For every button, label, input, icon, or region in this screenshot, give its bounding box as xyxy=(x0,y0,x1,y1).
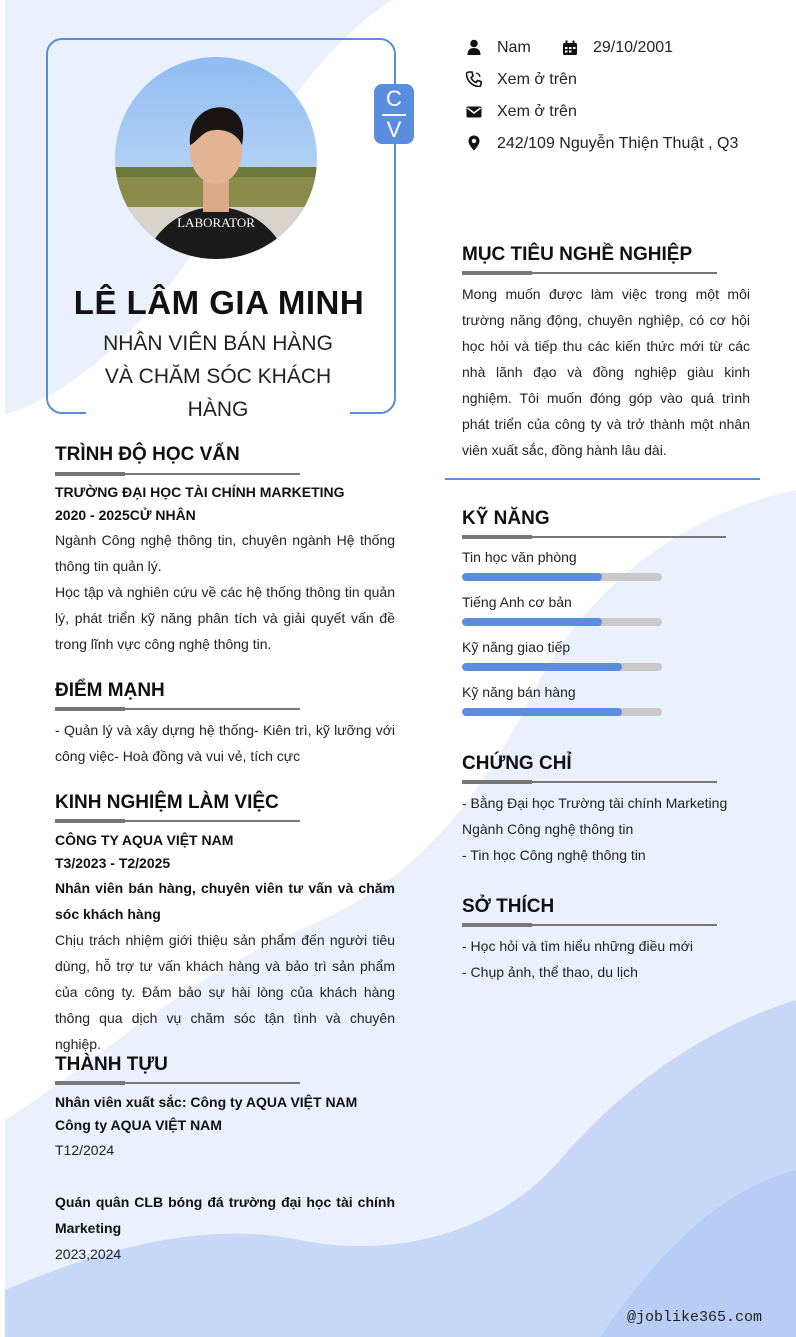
strengths-heading: ĐIỂM MẠNH xyxy=(55,680,165,701)
gender-text: Nam xyxy=(497,39,531,56)
hobby-line: - Chụp ảnh, thể thao, du lịch xyxy=(462,964,638,980)
education-heading: TRÌNH ĐỘ HỌC VẤN xyxy=(55,444,240,465)
skill-bar-fill xyxy=(462,573,602,581)
certificate-line: - Tin học Công nghệ thông tin xyxy=(462,847,646,863)
skill-label: Kỹ năng bán hàng xyxy=(462,684,576,700)
profile-photo xyxy=(115,57,317,259)
skill-label: Tin học văn phòng xyxy=(462,549,577,565)
achievement-title: Nhân viên xuất sắc: Công ty AQUA VIỆT NAM xyxy=(55,1094,358,1110)
objective-text: Mong muốn được làm việc trong một môi trường năng động, chuyên nghiệp, có cơ hội học hỏi và tiếp thu các kiến thức mới từ các nhà lãnh đạo và đồng nghiệp giàu kinh nghiệm. Tôi muốn đóng góp vào quá trình phát triển của công ty và trở thành một nhân viên xuất sắc, đồng hành lâu dài. xyxy=(462,286,750,458)
experience-period: T3/2023 - T2/2025 xyxy=(55,855,171,871)
skill-label: Tiếng Anh cơ bản xyxy=(462,594,572,610)
achievement-title: Quán quân CLB bóng đá trường đại học tài chính Marketing xyxy=(55,1194,395,1236)
cv-badge-divider xyxy=(382,114,406,116)
location-pin-icon xyxy=(466,135,482,151)
skill-bar-fill xyxy=(462,618,602,626)
hobbies-heading-underline xyxy=(462,923,717,926)
skill-bar xyxy=(462,708,662,716)
skill-bar-fill xyxy=(462,663,622,671)
experience-role: Nhân viên bán hàng, chuyên viên tư vấn và chăm sóc khách hàng xyxy=(55,880,395,922)
education-heading-underline xyxy=(55,472,300,475)
phone-text: Xem ở trên xyxy=(497,71,577,88)
experience-heading: KINH NGHIỆM LÀM VIỆC xyxy=(55,792,279,813)
calendar-icon xyxy=(562,40,578,56)
email-text: Xem ở trên xyxy=(497,103,577,120)
candidate-name: LÊ LÂM GIA MINH xyxy=(73,284,365,321)
certificates-heading: CHỨNG CHỈ xyxy=(462,753,572,774)
certificates-heading-underline xyxy=(462,780,717,783)
achievements-heading: THÀNH TỰU xyxy=(55,1054,168,1075)
cv-badge xyxy=(374,84,414,144)
skill-bar xyxy=(462,573,662,581)
cv-badge-v: V xyxy=(386,117,402,142)
achievement-org: Công ty AQUA VIỆT NAM xyxy=(55,1117,222,1133)
education-description: Học tập và nghiên cứu về các hệ thống thông tin quản lý, phát triển kỹ năng phân tích và giải quyết vấn đề trong lĩnh vực công nghệ thông tin. xyxy=(55,584,395,652)
achievement-date: 2023,2024 xyxy=(55,1246,122,1262)
cv-badge-c: C xyxy=(386,86,402,111)
strengths-text: - Quản lý và xây dựng hệ thống- Kiên trì, kỹ lưỡng với công việc- Hoà đồng và vui vẻ, tích cực xyxy=(55,722,395,764)
envelope-icon xyxy=(466,104,482,120)
job-title-line: VÀ CHĂM SÓC KHÁCH xyxy=(104,365,332,388)
skill-bar xyxy=(462,663,662,671)
job-title xyxy=(96,327,340,426)
job-title-line: NHÂN VIÊN BÁN HÀNG xyxy=(103,332,333,355)
experience-company: CÔNG TY AQUA VIỆT NAM xyxy=(55,832,234,848)
job-title-line: HÀNG xyxy=(187,398,249,421)
hobbies-heading: SỞ THÍCH xyxy=(462,896,555,917)
skills-heading: KỸ NĂNG xyxy=(462,508,550,529)
phone-icon xyxy=(466,71,482,87)
education-school: TRƯỜNG ĐẠI HỌC TÀI CHÍNH MARKETING xyxy=(55,484,345,500)
hobby-line: - Học hỏi và tìm hiểu những điều mới xyxy=(462,938,693,954)
objective-heading: MỤC TIÊU NGHỀ NGHIỆP xyxy=(462,244,693,265)
section-divider xyxy=(445,478,760,480)
address-text: 242/109 Nguyễn Thiện Thuật , Q3 xyxy=(497,135,739,152)
person-icon xyxy=(466,39,482,55)
objective-heading-underline xyxy=(462,271,717,274)
skill-label: Kỹ năng giao tiếp xyxy=(462,639,571,655)
achievement-date: T12/2024 xyxy=(55,1142,115,1158)
experience-heading-underline xyxy=(55,819,300,822)
experience-description: Chịu trách nhiệm giới thiệu sản phẩm đến người tiêu dùng, hỗ trợ tư vấn khách hàng và bảo trì sản phẩm của công ty. Đảm bảo sự hài lòng của khách hàng thông qua dịch vụ chăm sóc tận tình và chuyên nghiệp. xyxy=(55,932,395,1052)
education-period-degree: 2020 - 2025CỬ NHÂN xyxy=(55,507,196,523)
skills-heading-underline xyxy=(462,535,726,538)
achievements-heading-underline xyxy=(55,1081,300,1084)
certificate-line: - Bằng Đại học Trường tài chính Marketing xyxy=(462,795,728,811)
skill-bar-fill xyxy=(462,708,622,716)
watermark: @joblike365.com xyxy=(626,1309,762,1326)
certificate-line: Ngành Công nghệ thông tin xyxy=(462,821,634,837)
birthdate-text: 29/10/2001 xyxy=(593,39,674,56)
svg-text:LABORATOR: LABORATOR xyxy=(177,215,255,230)
strengths-heading-underline xyxy=(55,707,300,710)
education-major: Ngành Công nghệ thông tin, chuyên ngành Hệ thống thông tin quản lý. xyxy=(55,532,395,574)
skill-bar xyxy=(462,618,662,626)
